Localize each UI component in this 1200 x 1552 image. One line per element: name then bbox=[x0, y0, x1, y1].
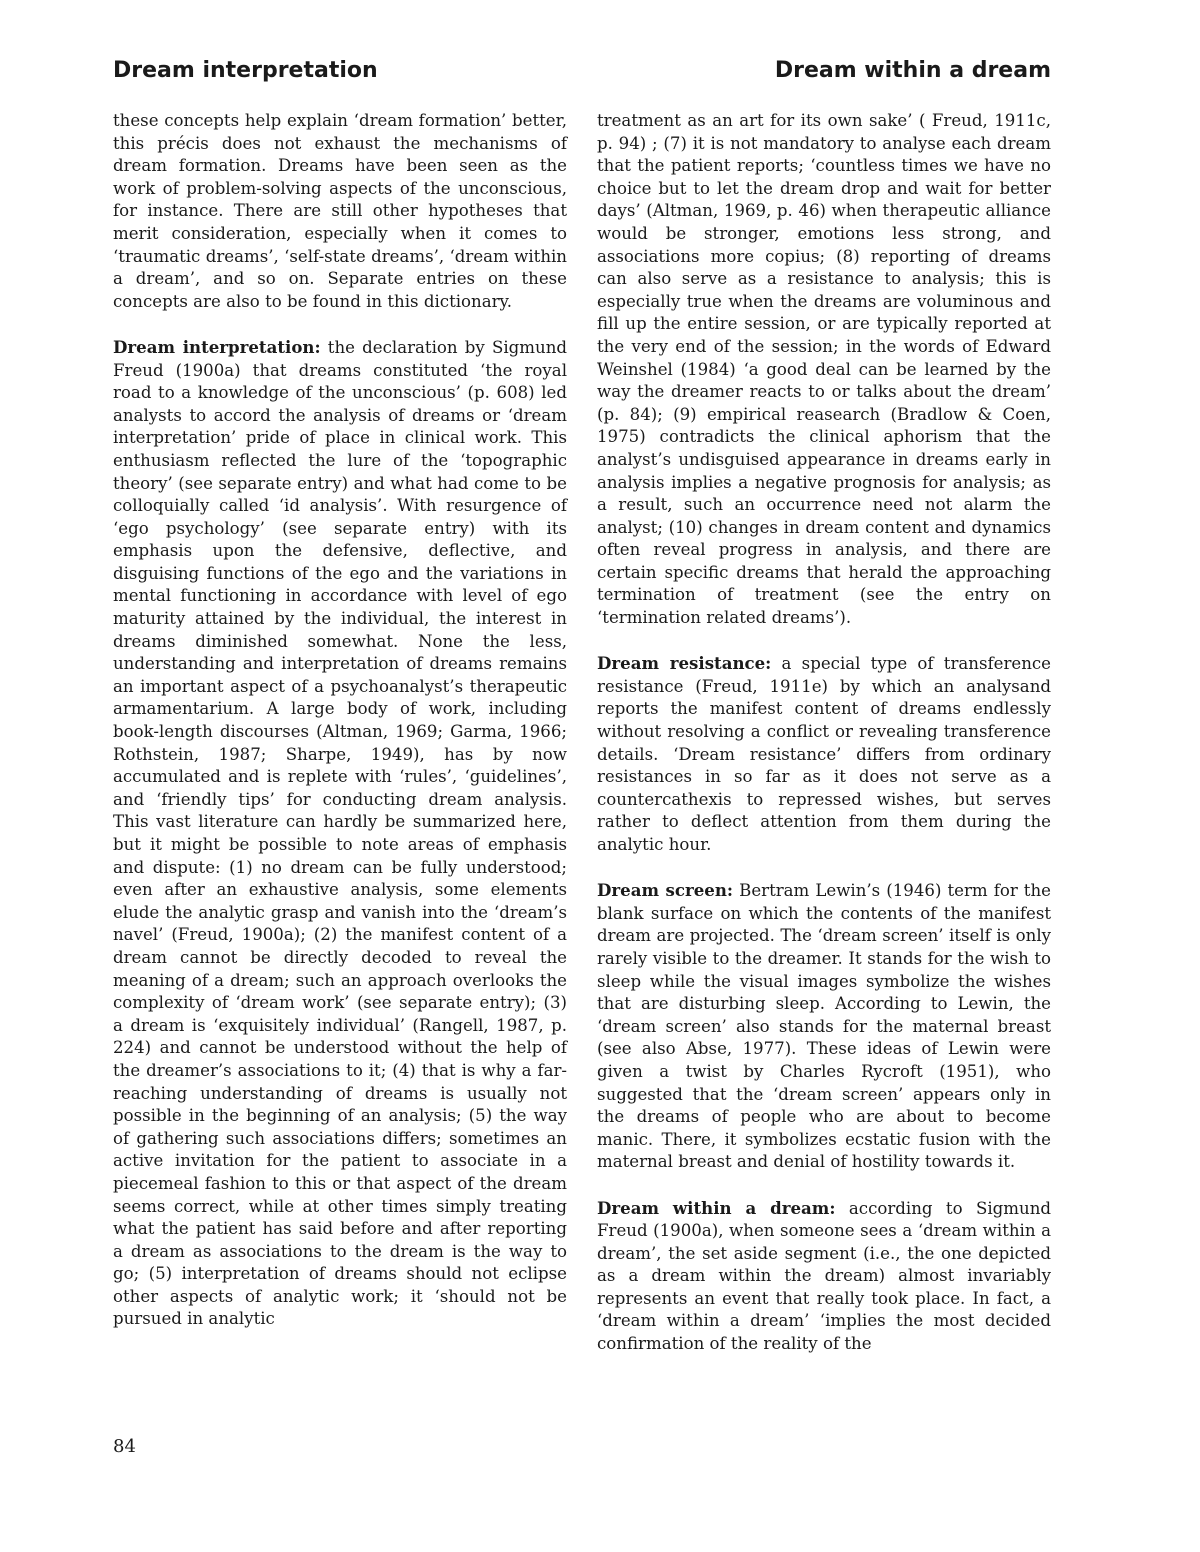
continued-paragraph: these concepts help explain ‘dream formation’ better, this précis does not exhaust the mechanisms of dream formation. Dreams have been seen as the work of problem-solving aspects of the unconscious, for instance. There are still other hypotheses that merit consideration, especially when it comes to ‘traumatic dreams’, ‘self-state dreams’, ‘dream within a dream’, and so on. Separate entries on these concepts are also to be found in this dictionary. bbox=[113, 111, 567, 311]
running-header bbox=[113, 58, 1051, 88]
entry-term: Dream screen: bbox=[597, 880, 734, 901]
entry-dream-within-a-dream bbox=[597, 1197, 1051, 1356]
entry-term: Dream within a dream: bbox=[597, 1197, 836, 1218]
right-column bbox=[597, 110, 1051, 1356]
entry-body: a special type of transference resistance (Freud, 1911e) by which an analysand reports the manifest content of dreams endlessly without resolving a conflict or revealing transference details. ‘Dream resistance’ differs from ordinary resistances in so far as it does not serve as a countercathexis to repressed wishes, but serves rather to deflect attention from them during the analytic hour. bbox=[597, 654, 1051, 854]
page-number: 84 bbox=[113, 1436, 136, 1457]
entry-term: Dream resistance: bbox=[597, 653, 772, 674]
running-header-left: Dream interpretation bbox=[113, 58, 378, 83]
entry-body: the declaration by Sigmund Freud (1900a) that dreams constituted ‘the royal road to a knowledge of the unconscious’ (p. 608) led analysts to accord the analysis of dreams or ‘dream interpretation’ pride of place in clinical work. This enthusiasm reflected the lure of the ‘topographic theory’ (see separate entry) and what had come to be colloquially called ‘id analysis’. With resurgence of ‘ego psychology’ (see separate entry) with its emphasis upon the defensive, deflective, and disguising functions of the ego and the variations in mental functioning in accordance with level of ego maturity attained by the individual, the interest in dreams diminished somewhat. None the less, understanding and interpretation of dreams remains an important aspect of a psychoanalyst’s therapeutic armamentarium. A large body of work, including book-length discourses (Altman, 1969; Garma, 1966; Rothstein, 1987; Sharpe, 1949), has by now accumulated and is replete with ‘rules’, ‘guidelines’, and ‘friendly tips’ for conducting dream analysis. This vast literature can hardly be summarized here, but it might be possible to note areas of emphasis and dispute: (1) no dream can be fully understood; even after an exhaustive analysis, some elements elude the analytic grasp and vanish into the ‘dream’s navel’ (Freud, 1900a); (2) the manifest content of a dream cannot be directly decoded to reveal the meaning of a dream; such an approach overlooks the complexity of ‘dream work’ (see separate entry); (3) a dream is ‘exquisitely individual’ (Rangell, 1987, p. 224) and cannot be understood without the help of the dreamer’s associations to it; (4) that is why a far-reaching understanding of dreams is usually not possible in the beginning of an analysis; (5) the way of gathering such associations differs; sometimes an active invitation for the patient to associate in a piecemeal fashion to this or that aspect of the dream seems correct, while at other times simply treating what the patient has said before and after reporting a dream as associations to the dream is the way to go; (5) interpretation of dreams should not eclipse other aspects of analytic work; it ‘should not be pursued in analytic bbox=[113, 337, 568, 1329]
entry-dream-interpretation bbox=[113, 336, 567, 1331]
running-header-right: Dream within a dream bbox=[774, 58, 1051, 83]
entry-dream-resistance bbox=[597, 652, 1051, 856]
continued-paragraph: treatment as an art for its own sake’ ( Freud, 1911c, p. 94) ; (7) it is not mandatory to analyse each dream that the patient reports; ‘countless times we have no choice but to let the dream drop and wait for better days’ (Altman, 1969, p. 46) when therapeutic alliance would be stronger, emotions less strong, and associations more copius; (8) reporting of dreams can also serve as a resistance to analysis; this is especially true when the dreams are voluminous and fill up the entire session, or are typically reported at the very end of the session; in the words of Edward Weinshel (1984) ‘a good deal can be learned by the way the dreamer reacts to or talks about the dream’ (p. 84); (9) empirical reasearch (Bradlow & Coen, 1975) contradicts the clinical aphorism that the analyst’s undisguised appearance in dreams early in analysis implies a negative prognosis for analysis; as a result, such an occurrence need not alarm the analyst; (10) changes in dream content and dynamics often reveal progress in analysis, and there are certain specific dreams that herald the approaching termination of treatment (see the entry on ‘termination related dreams’). bbox=[597, 111, 1051, 628]
left-column bbox=[113, 110, 567, 1331]
entry-dream-screen bbox=[597, 879, 1051, 1174]
entry-body: according to Sigmund Freud (1900a), when someone sees a ‘dream within a dream’, the set aside segment (i.e., the one depicted as a dream within the dream) almost invariably represents an event that really took place. In fact, a ‘dream within a dream’ ‘implies the most decided confirmation of the reality of the bbox=[597, 1198, 1052, 1354]
entry-body: Bertram Lewin’s (1946) term for the blank surface on which the contents of the manifest dream are projected. The ‘dream screen’ itself is only rarely visible to the dreamer. It stands for the wish to sleep while the visual images symbolize the wishes that are disturbing sleep. According to Lewin, the ‘dream screen’ also stands for the maternal breast (see also Abse, 1977). These ideas of Lewin were given a twist by Charles Rycroft (1951), who suggested that the ‘dream screen’ appears only in the dreams of people who are about to become manic. There, it symbolizes ecstatic fusion with the maternal breast and denial of hostility towards it. bbox=[597, 881, 1051, 1172]
entry-term: Dream interpretation: bbox=[113, 336, 321, 357]
